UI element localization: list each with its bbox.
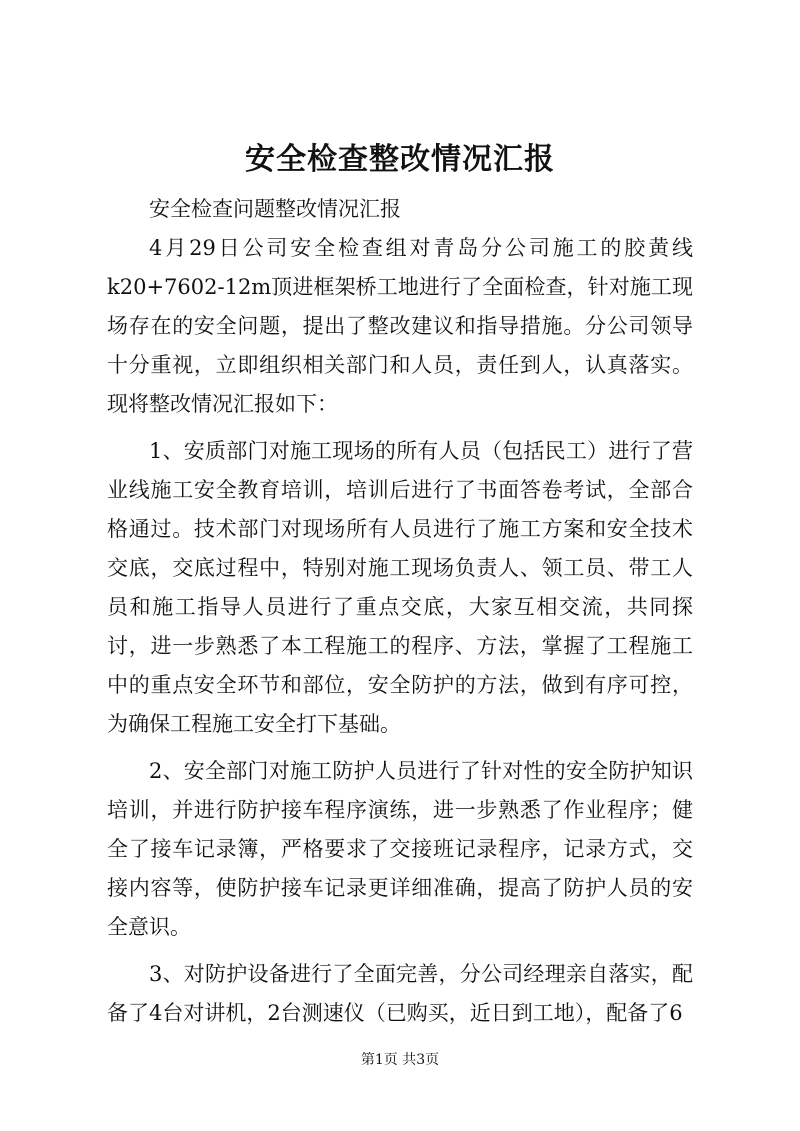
page-footer: 第1页 共3页	[360, 1052, 440, 1068]
item-2-paragraph: 2、安全部门对施工防护人员进行了针对性的安全防护知识培训，并进行防护接车程序演练，进一步熟悉了作业程序；健全了接车记录簿，严格要求了交接班记录程序，记录方式，交接内容等，使防护接车记录更详细准确，提高了防护人员的安全意识。	[107, 759, 693, 939]
intro-paragraph: 4月29日公司安全检查组对青岛分公司施工的胶黄线k20+7602-12m顶进框架桥工地进行了全面检查，针对施工现场存在的安全问题，提出了整改建议和指导措施。分公司领导十分重视，立即组织相关部门和人员，责任到人，认真落实。现将整改情况汇报如下：	[107, 236, 693, 416]
item-3-paragraph: 3、对防护设备进行了全面完善，分公司经理亲自落实，配备了4台对讲机，2台测速仪（已购买，近日到工地），配备了6	[107, 962, 693, 1025]
item-1-paragraph: 1、安质部门对施工现场的所有人员（包括民工）进行了营业线施工安全教育培训，培训后进行了书面答卷考试，全部合格通过。技术部门对现场所有人员进行了施工方案和安全技术交底，交底过程中，特别对施工现场负责人、领工员、带工人员和施工指导人员进行了重点交底，大家互相交流，共同探讨，进一步熟悉了本工程施工的程序、方法，掌握了工程施工中的重点安全环节和部位，安全防护的方法，做到有序可控，为确保工程施工安全打下基础。	[107, 439, 693, 736]
subtitle-paragraph: 安全检查问题整改情况汇报	[149, 197, 401, 221]
document-body	[107, 190, 693, 1033]
document-title: 安全检查整改情况汇报	[245, 142, 555, 177]
